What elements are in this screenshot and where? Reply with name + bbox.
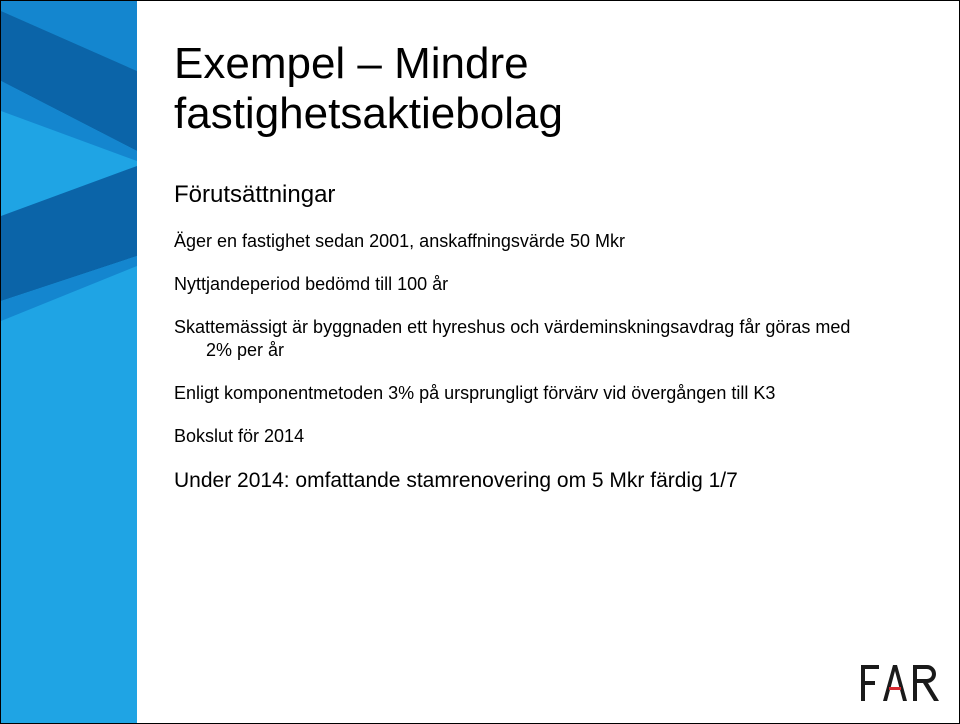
slide-title-line-1: Exempel – Mindre bbox=[174, 39, 529, 88]
bullet-item: Under 2014: omfattande stamrenovering om 5 Mkr färdig 1/7 bbox=[174, 469, 738, 492]
bullet-item: Nyttjandeperiod bedömd till 100 år bbox=[174, 274, 449, 294]
bullet-item: Skattemässigt är byggnaden ett hyreshus och värdeminskningsavdrag får göras med 2% per år bbox=[174, 317, 851, 360]
slide-title bbox=[174, 39, 563, 139]
bullet-item: Enligt komponentmetoden 3% på ursprungligt förvärv vid övergången till K3 bbox=[174, 383, 776, 403]
far-logo-icon bbox=[859, 661, 943, 705]
slide-subtitle: Förutsättningar bbox=[174, 181, 336, 208]
decorative-blue-band bbox=[1, 1, 141, 723]
bullet-list bbox=[174, 230, 874, 506]
bullet-item: Bokslut för 2014 bbox=[174, 426, 305, 446]
slide-title-line-2: fastighetsaktiebolag bbox=[174, 89, 563, 138]
bullet-item: Äger en fastighet sedan 2001, anskaffningsvärde 50 Mkr bbox=[174, 231, 625, 251]
